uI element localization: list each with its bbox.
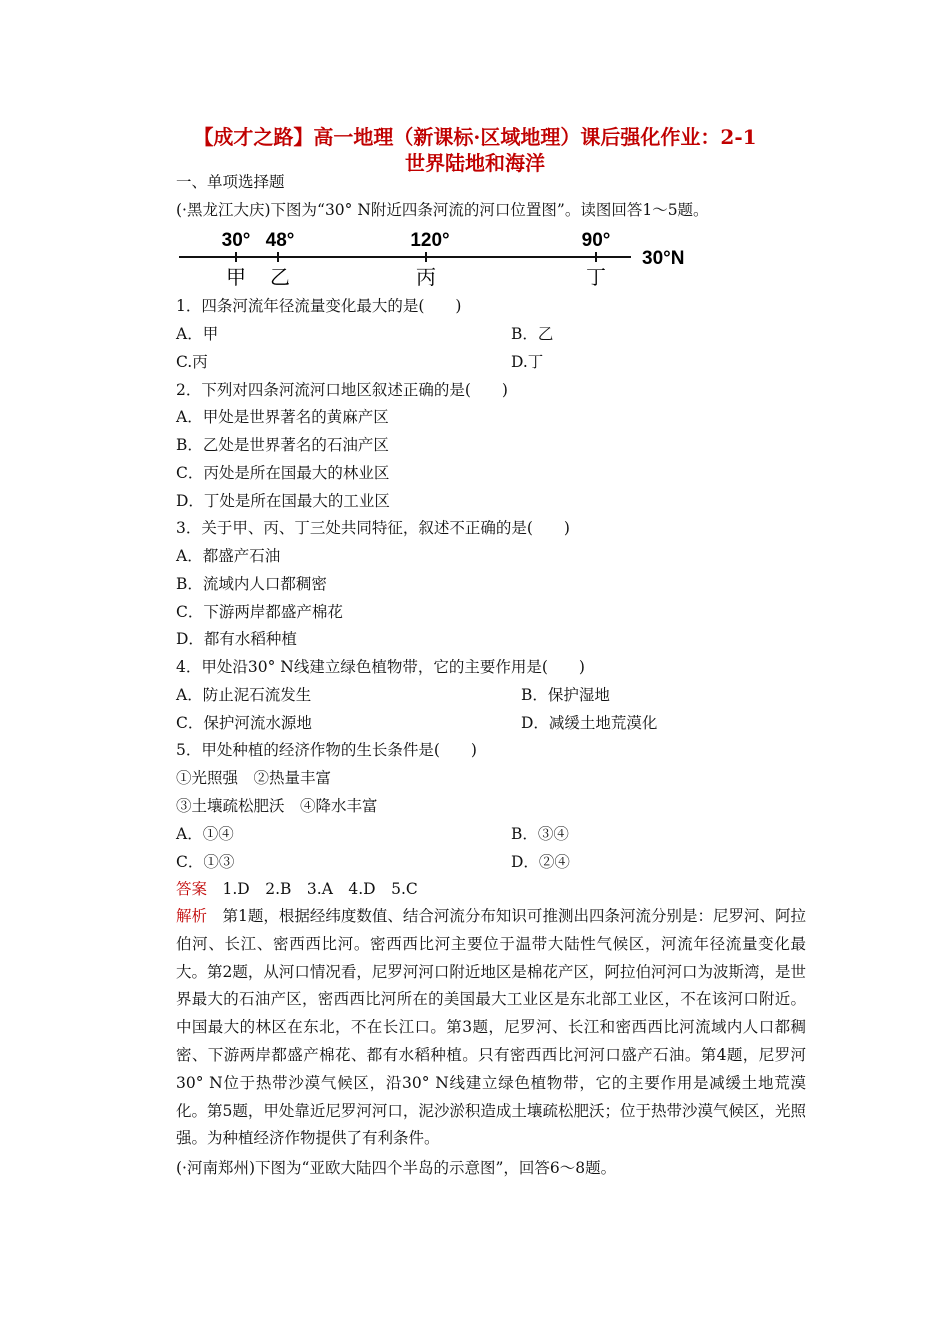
q3-option-a: A．都盛产石油 [176,547,281,565]
q1-option-d: D.丁 [511,353,544,371]
point-label-ding: 丁 [586,265,606,289]
q4-option-d: D．减缓土地荒漠化 [521,714,658,732]
parallel-label: 30°N [642,248,685,269]
q5-conditions-1: ①光照强 ②热量丰富 [176,769,332,787]
q4-option-a: A．防止泥石流发生 [176,686,312,704]
point-label-jia: 甲 [226,265,246,289]
q5-option-a: A．①④ [176,825,234,843]
q1-stem: 1．四条河流年径流量变化最大的是( ) [176,297,462,315]
longitude-label-ding: 90° [581,230,611,251]
q2-option-c: C．丙处是所在国最大的林业区 [176,464,390,482]
q1-option-a: A．甲 [176,325,219,343]
longitude-label-bing: 120° [410,230,450,251]
analysis-text: 第1题，根据经纬度数值、结合河流分布知识可推测出四条河流分别是：尼罗河、阿拉伯河、长江、密西西比河。密西西比河主要位于温带大陆性气候区，河流年径流量变化最大。第2题，从河口情况看，尼罗河河口附近地区是棉花产区，阿拉伯河河口为波斯湾，是世界最大的石油产区，密西西比河所在的美国最大工业区是东北部工业区，不在该河口附近。中国最大的林区在东北，不在长江口。第3题，尼罗河、长江和密西西比河流域内人口都稠密、下游两岸都盛产棉花、都有水稻种植。只有密西西比河河口盛产石油。第4题，尼罗河30° N位于热带沙漠气候区，沿30° N线建立绿色植物带，它的主要作用是减缓土地荒漠化。第5题，甲处靠近尼罗河河口，泥沙淤积造成土壤疏松肥沃；位于热带沙漠气候区，光照强。为种植经济作物提供了有利条件。 [176,907,806,1148]
q5-option-d: D．②④ [511,853,570,871]
point-label-yi: 乙 [270,265,290,289]
q2-option-b: B．乙处是世界著名的石油产区 [176,436,389,454]
q2-stem: 2．下列对四条河流河口地区叙述正确的是( ) [176,381,508,399]
q4-option-c: C．保护河流水源地 [176,714,312,732]
river-mouth-diagram [176,222,696,292]
intro-question-6-8: (·河南郑州)下图为“亚欧大陆四个半岛的示意图”，回答6～8题。 [176,1159,617,1177]
analysis-paragraph [176,903,806,1153]
answer-label: 答案 [176,880,208,898]
river-mouth-figure [176,222,696,292]
q5-option-c: C．①③ [176,853,235,871]
q3-option-b: B．流域内人口都稠密 [176,575,327,593]
q1-option-b: B．乙 [511,325,554,343]
q2-option-a: A．甲处是世界著名的黄麻产区 [176,408,389,426]
section-heading: 一、单项选择题 [176,173,285,191]
q2-option-d: D．丁处是所在国最大的工业区 [176,492,390,510]
q5-option-b: B．③④ [511,825,569,843]
longitude-label-jia: 30° [221,230,251,251]
q5-conditions-2: ③土壤疏松肥沃 ④降水丰富 [176,797,378,815]
q4-stem: 4．甲处沿30° N线建立绿色植物带，它的主要作用是( ) [176,658,585,676]
q1-option-c: C.丙 [176,353,208,371]
answer-line [176,879,418,899]
q5-stem: 5．甲处种植的经济作物的生长条件是( ) [176,741,477,759]
longitude-label-yi: 48° [265,230,295,251]
page-title-line1: 【成才之路】高一地理（新课标·区域地理）课后强化作业：2-1 [193,125,757,149]
page-title-line2: 世界陆地和海洋 [405,151,545,175]
analysis-label: 解析 [176,907,208,925]
answer-text: 1.D 2.B 3.A 4.D 5.C [207,880,418,898]
intro-question-1-5: (·黑龙江大庆)下图为“30° N附近四条河流的河口位置图”。读图回答1～5题。 [176,201,709,219]
q4-option-b: B．保护湿地 [521,686,610,704]
q3-option-c: C．下游两岸都盛产棉花 [176,603,343,621]
q3-stem: 3．关于甲、丙、丁三处共同特征，叙述不正确的是( ) [176,519,570,537]
q3-option-d: D．都有水稻种植 [176,630,297,648]
point-label-bing: 丙 [416,265,436,289]
